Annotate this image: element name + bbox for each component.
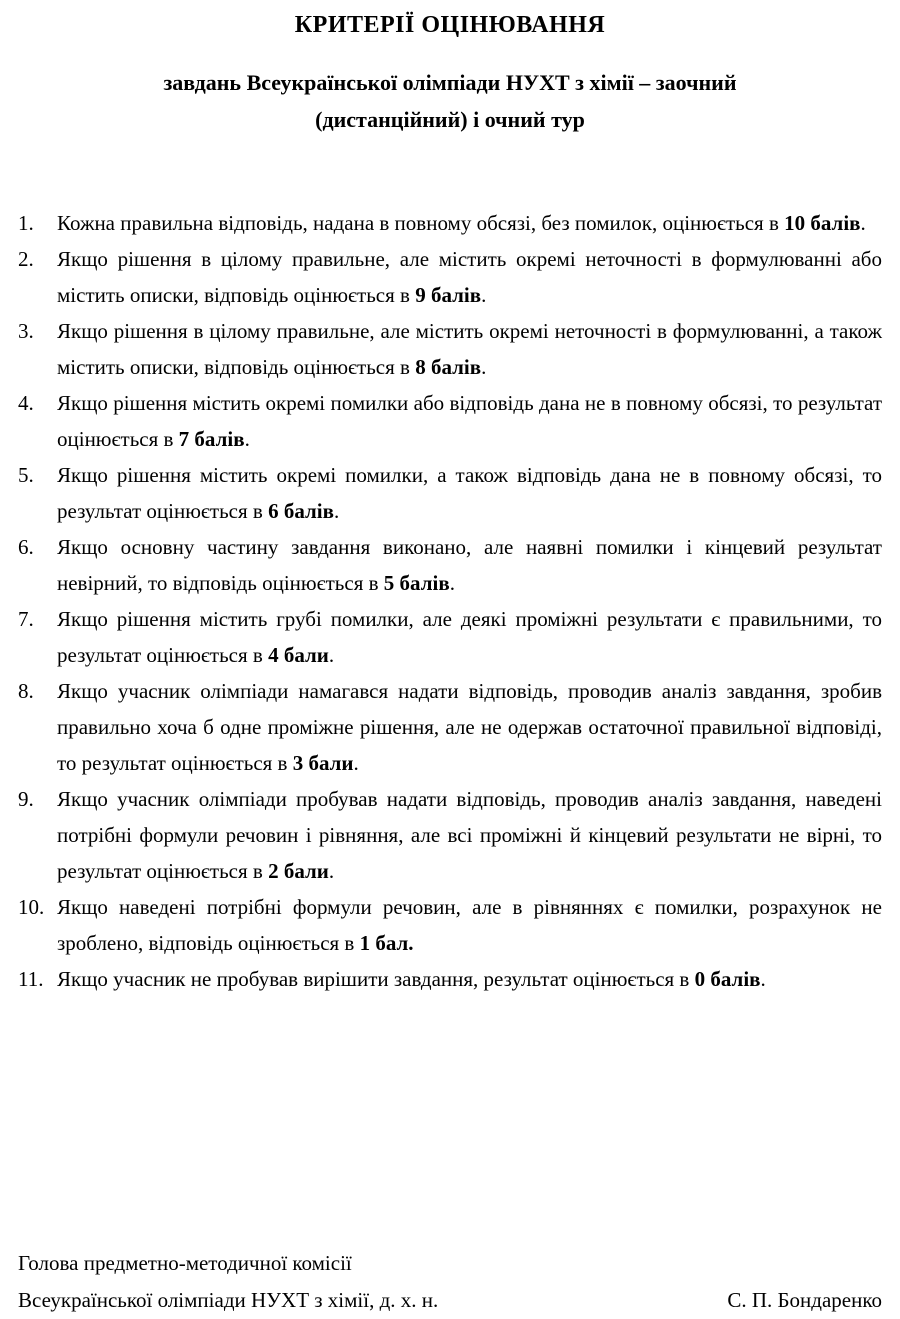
criteria-item-9 (18, 781, 882, 889)
criteria-item-11 (18, 961, 882, 997)
item-number: 11. (18, 967, 44, 991)
subtitle-line-2: (дистанційний) і очний тур (315, 107, 585, 132)
item-tail: . (328, 859, 335, 883)
item-number: 3. (18, 319, 34, 343)
item-tail: . (353, 751, 359, 775)
criteria-item-2 (18, 241, 882, 313)
item-text: Якщо рішення містить окремі помилки або відповідь дана не в повному обсязі, то результат оцінюється в (57, 391, 882, 451)
item-score: 8 балів (415, 355, 482, 379)
item-text: Якщо основну частину завдання виконано, але наявні помилки і кінцевий результат невірний, то відповідь оцінюється в (57, 535, 882, 595)
item-tail: . (244, 427, 250, 451)
item-tail: . (481, 283, 487, 307)
item-score: 10 балів (784, 211, 861, 235)
item-tail: . (481, 355, 487, 379)
item-tail: . (449, 571, 455, 595)
item-score: 5 балів (383, 571, 450, 595)
item-number: 5. (18, 463, 34, 487)
criteria-item-4 (18, 385, 882, 457)
item-text: Якщо рішення містить окремі помилки, а також відповідь дана не в повному обсязі, то результат оцінюється в (57, 463, 882, 523)
criteria-item-7 (18, 601, 882, 673)
signer-role-line-1: Голова предметно-методичної комісії (18, 1251, 352, 1275)
item-number: 4. (18, 391, 34, 415)
criteria-item-6 (18, 529, 882, 601)
item-score: 0 балів (694, 967, 761, 991)
document-subtitle (18, 64, 882, 138)
item-text: Якщо рішення в цілому правильне, але містить окремі неточності в формулюванні або містить описки, відповідь оцінюється в (57, 247, 882, 307)
item-tail: . (333, 499, 340, 523)
item-tail: . (328, 643, 335, 667)
criteria-item-1 (18, 205, 882, 241)
item-score: 2 бали (268, 859, 329, 883)
item-text: Кожна правильна відповідь, надана в повному обсязі, без помилок, оцінюється в (57, 211, 785, 235)
item-tail: . (760, 967, 766, 991)
item-score: 4 бали (268, 643, 329, 667)
item-score: 1 бал. (359, 931, 414, 955)
signer-name: С. П. Бондаренко (727, 1288, 882, 1312)
item-number: 8. (18, 679, 34, 703)
criteria-item-10 (18, 889, 882, 961)
item-text: Якщо рішення містить грубі помилки, але деякі проміжні результати є правильними, то результат оцінюється в (57, 607, 882, 667)
item-score: 9 балів (415, 283, 482, 307)
subtitle-line-1: завдань Всеукраїнської олімпіади НУХТ з хімії – заочний (163, 70, 737, 95)
signer-role-line-2: Всеукраїнської олімпіади НУХТ з хімії, д. х. н. (18, 1288, 439, 1312)
item-number: 1. (18, 211, 34, 235)
item-text: Якщо учасник не пробував вирішити завдання, результат оцінюється в (57, 967, 695, 991)
item-text: Якщо наведені потрібні формули речовин, але в рівняннях є помилки, розрахунок не зроблено, відповідь оцінюється в (57, 895, 882, 955)
criteria-item-3 (18, 313, 882, 385)
item-tail: . (860, 211, 866, 235)
item-score: 7 балів (178, 427, 245, 451)
item-score: 6 балів (268, 499, 334, 523)
criteria-item-8 (18, 673, 882, 781)
signer-role-row (18, 1282, 882, 1319)
item-number: 7. (18, 607, 34, 631)
criteria-item-5 (18, 457, 882, 529)
item-score: 3 бали (292, 751, 354, 775)
item-text: Якщо учасник олімпіади пробував надати відповідь, проводив аналіз завдання, наведені потрібні формули речовин і рівняння, але всі проміжні й кінцевий результати не вірні, то результат оцінюється в (57, 787, 882, 883)
item-text: Якщо рішення в цілому правильне, але містить окремі неточності в формулюванні, а також містить описки, відповідь оцінюється в (57, 319, 882, 379)
item-number: 2. (18, 247, 34, 271)
item-text: Якщо учасник олімпіади намагався надати відповідь, проводив аналіз завдання, зробив правильно хоча б одне проміжне рішення, але не одержав остаточної правильної відповіді, то результат оцінюється в (57, 679, 882, 775)
item-number: 9. (18, 787, 34, 811)
item-number: 10. (18, 895, 45, 919)
item-number: 6. (18, 535, 34, 559)
criteria-list (18, 205, 882, 997)
signature-block (18, 1245, 882, 1319)
document-title: КРИТЕРІЇ ОЦІНЮВАННЯ (294, 12, 606, 38)
